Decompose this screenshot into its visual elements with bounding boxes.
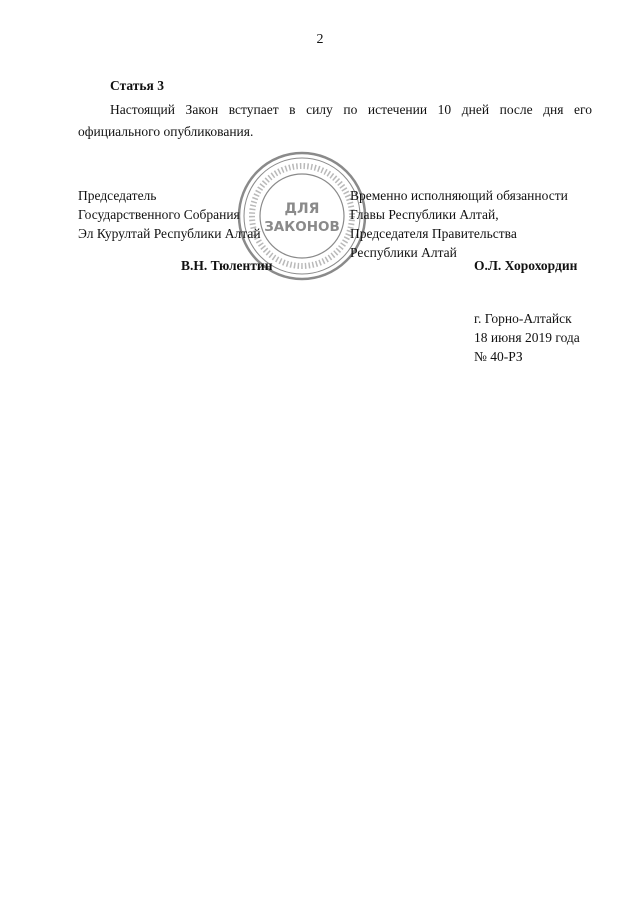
left-position-line: Эл Курултай Республики Алтай (78, 226, 261, 241)
footer-number: № 40-РЗ (474, 349, 523, 364)
article-text: Настоящий Закон вступает в силу по истечении 10 дней после дня его официального опубликования. (78, 102, 592, 139)
left-signatory-name: В.Н. Тюлентин (181, 258, 273, 273)
document-footer (474, 309, 580, 366)
footer-place: г. Горно-Алтайск (474, 311, 572, 326)
right-signatory-position (350, 186, 568, 262)
right-position-line: Временно исполняющий обязанности (350, 188, 568, 203)
page-number: 2 (316, 32, 324, 47)
stamp-text-line1: ДЛЯ (284, 201, 320, 217)
left-position-line: Председатель (78, 188, 157, 203)
left-signatory-position (78, 186, 261, 243)
right-signatory-name: О.Л. Хорохордин (474, 258, 578, 273)
right-position-line: Главы Республики Алтай, (350, 207, 499, 222)
article-title: Статья 3 (110, 78, 164, 93)
footer-date: 18 июня 2019 года (474, 330, 580, 345)
stamp-text-line2: ЗАКОНОВ (264, 219, 340, 235)
right-position-line: Председателя Правительства (350, 226, 517, 241)
right-position-line: Республики Алтай (350, 245, 457, 260)
left-position-line: Государственного Собрания (78, 207, 240, 222)
